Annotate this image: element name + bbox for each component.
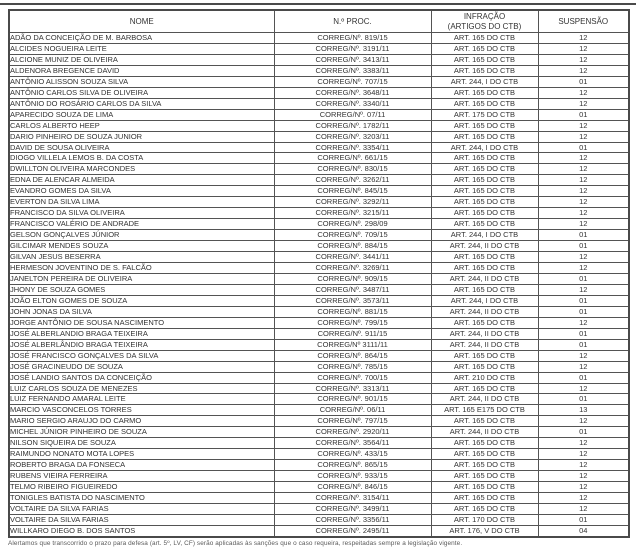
table-row (9, 295, 629, 306)
table-row (9, 164, 629, 175)
cell-infracao: ART. 165 DO CTB (431, 284, 538, 295)
table-row (9, 416, 629, 427)
cell-nome: RUBENS VIEIRA FERREIRA (9, 471, 274, 482)
cell-infracao: ART. 244, II DO CTB (431, 241, 538, 252)
cell-proc: CORREG/Nº. 3648/11 (274, 87, 431, 98)
cell-nome: ROBERTO BRAGA DA FONSECA (9, 460, 274, 471)
table-row (9, 438, 629, 449)
cell-nome: EVERTON DA SILVA LIMA (9, 197, 274, 208)
cell-proc: CORREG/Nº. 819/15 (274, 33, 431, 44)
cell-infracao: ART. 165 DO CTB (431, 33, 538, 44)
table-row (9, 186, 629, 197)
cell-proc: CORREG/Nº. 3413/11 (274, 54, 431, 65)
cell-infracao: ART. 165 DO CTB (431, 471, 538, 482)
cell-infracao: ART. 244, I DO CTB (431, 76, 538, 87)
cell-infracao: ART. 210 DO CTB (431, 372, 538, 383)
cell-suspensao: 12 (538, 263, 629, 274)
cell-infracao: ART. 165 DO CTB (431, 197, 538, 208)
cell-infracao: ART. 244, II DO CTB (431, 427, 538, 438)
cell-infracao: ART. 165 DO CTB (431, 460, 538, 471)
cell-nome: JANELTON PEREIRA DE OLIVEIRA (9, 273, 274, 284)
cell-proc: CORREG/Nº. 881/15 (274, 306, 431, 317)
cell-nome: JOSÉ ALBERLANDIO BRAGA TEIXEIRA (9, 328, 274, 339)
cell-infracao: ART. 165 DO CTB (431, 175, 538, 186)
cell-suspensao: 12 (538, 317, 629, 328)
cell-proc: CORREG/Nº. 884/15 (274, 241, 431, 252)
cell-proc: CORREG/Nº. 1782/11 (274, 120, 431, 131)
cell-nome: JOÃO ELTON GOMES DE SOUZA (9, 295, 274, 306)
cell-proc: CORREG/Nº. 700/15 (274, 372, 431, 383)
cell-infracao: ART. 165 DO CTB (431, 482, 538, 493)
cell-proc: CORREG/Nº. 3573/11 (274, 295, 431, 306)
cell-suspensao: 12 (538, 54, 629, 65)
cell-proc: CORREG/Nº. 3313/11 (274, 383, 431, 394)
cell-infracao: ART. 165 DO CTB (431, 503, 538, 514)
table-row (9, 361, 629, 372)
cell-proc: CORREG/Nº. 785/15 (274, 361, 431, 372)
cell-suspensao: 01 (538, 372, 629, 383)
cell-suspensao: 12 (538, 493, 629, 504)
table-row (9, 65, 629, 76)
cell-proc: CORREG/Nº. 3340/11 (274, 98, 431, 109)
table-row (9, 284, 629, 295)
cell-suspensao: 01 (538, 273, 629, 284)
cell-suspensao: 01 (538, 109, 629, 120)
cell-infracao: ART. 244, II DO CTB (431, 394, 538, 405)
table-row (9, 383, 629, 394)
table-row (9, 460, 629, 471)
cell-proc: CORREG/Nº. 3215/11 (274, 208, 431, 219)
cell-proc: CORREG/Nº. 07/11 (274, 109, 431, 120)
cell-nome: EDNA DE ALENCAR ALMEIDA (9, 175, 274, 186)
cell-nome: ADÃO DA CONCEIÇÃO DE M. BARBOSA (9, 33, 274, 44)
column-header-proc: N.º PROC. (274, 10, 431, 33)
table-row (9, 525, 629, 536)
footnote-text: Alertamos que transcorrido o prazo para defesa (art. 5º, LV, CF) serão aplicadas às sanções que o caso requeira, respeitadas sempre a legislação vigente. (8, 540, 463, 547)
cell-nome: DIOGO VILLELA LEMOS B. DA COSTA (9, 153, 274, 164)
table-row (9, 109, 629, 120)
cell-suspensao: 12 (538, 65, 629, 76)
cell-nome: DAVID DE SOUSA OLIVEIRA (9, 142, 274, 153)
cell-nome: TELMO RIBEIRO FIGUEIREDO (9, 482, 274, 493)
cell-suspensao: 01 (538, 142, 629, 153)
table-row (9, 219, 629, 230)
cell-proc: CORREG/Nº. 3441/11 (274, 252, 431, 263)
cell-proc: CORREG/Nº. 799/15 (274, 317, 431, 328)
cell-suspensao: 04 (538, 525, 629, 536)
cell-nome: VOLTAIRE DA SILVA FARIAS (9, 503, 274, 514)
cell-nome: RAIMUNDO NONATO MOTA LOPES (9, 449, 274, 460)
cell-suspensao: 12 (538, 219, 629, 230)
cell-infracao: ART. 165 DO CTB (431, 416, 538, 427)
cell-nome: MICHEL JÚNIOR PINHEIRO DE SOUZA (9, 427, 274, 438)
cell-infracao: ART. 244, II DO CTB (431, 328, 538, 339)
cell-proc: CORREG/Nº. 865/15 (274, 460, 431, 471)
cell-suspensao: 12 (538, 186, 629, 197)
cell-nome: GILCIMAR MENDES SOUZA (9, 241, 274, 252)
cell-suspensao: 12 (538, 164, 629, 175)
cell-suspensao: 01 (538, 295, 629, 306)
cell-infracao: ART. 165 DO CTB (431, 350, 538, 361)
cell-nome: ALCIONE MUNIZ DE OLIVEIRA (9, 54, 274, 65)
cell-suspensao: 12 (538, 383, 629, 394)
sanctions-table (8, 9, 630, 538)
cell-nome: JOSÉ FRANCISCO GONÇALVES DA SILVA (9, 350, 274, 361)
table-row (9, 208, 629, 219)
table-row (9, 175, 629, 186)
table-row (9, 120, 629, 131)
cell-infracao: ART. 165 E175 DO CTB (431, 405, 538, 416)
cell-suspensao: 12 (538, 416, 629, 427)
cell-proc: CORREG/Nº. 709/15 (274, 230, 431, 241)
cell-proc: CORREG/Nº. 797/15 (274, 416, 431, 427)
table-row (9, 54, 629, 65)
cell-suspensao: 01 (538, 328, 629, 339)
table-row (9, 252, 629, 263)
cell-proc: CORREG/Nº. 3354/11 (274, 142, 431, 153)
cell-proc: CORREG/Nº. 433/15 (274, 449, 431, 460)
cell-suspensao: 12 (538, 350, 629, 361)
table-row (9, 76, 629, 87)
cell-proc: CORREG/Nº. 3564/11 (274, 438, 431, 449)
cell-suspensao: 01 (538, 306, 629, 317)
cell-proc: CORREG/Nº. 707/15 (274, 76, 431, 87)
cell-nome: FRANCISCO VALÉRIO DE ANDRADE (9, 219, 274, 230)
cell-nome: ALCIDES NOGUEIRA LEITE (9, 43, 274, 54)
table-row (9, 273, 629, 284)
cell-proc: CORREG/Nº. 3154/11 (274, 493, 431, 504)
table-row (9, 241, 629, 252)
cell-nome: JORGE ANTÔNIO DE SOUSA NASCIMENTO (9, 317, 274, 328)
table-row (9, 197, 629, 208)
cell-nome: FRANCISCO DA SILVA OLIVEIRA (9, 208, 274, 219)
cell-infracao: ART. 165 DO CTB (431, 131, 538, 142)
table-row (9, 471, 629, 482)
cell-suspensao: 12 (538, 284, 629, 295)
cell-infracao: ART. 244, II DO CTB (431, 306, 538, 317)
cell-infracao: ART. 165 DO CTB (431, 98, 538, 109)
cell-infracao: ART. 165 DO CTB (431, 383, 538, 394)
table-header-row (9, 10, 629, 33)
cell-proc: CORREG/Nº. 864/15 (274, 350, 431, 361)
cell-suspensao: 12 (538, 503, 629, 514)
cell-proc: CORREG/Nº. 3203/11 (274, 131, 431, 142)
cell-proc: CORREG/Nº. 2495/11 (274, 525, 431, 536)
cell-proc: CORREG/Nº. 2920/11 (274, 427, 431, 438)
cell-suspensao: 12 (538, 252, 629, 263)
cell-infracao: ART. 176, V DO CTB (431, 525, 538, 536)
table-row (9, 153, 629, 164)
cell-nome: HERMESON JOVENTINO DE S. FALCÃO (9, 263, 274, 274)
table-row (9, 33, 629, 44)
cell-nome: CARLOS ALBERTO HEEP (9, 120, 274, 131)
cell-proc: CORREG/Nº. 933/15 (274, 471, 431, 482)
cell-infracao: ART. 165 DO CTB (431, 263, 538, 274)
cell-nome: JHONY DE SOUZA GOMES (9, 284, 274, 295)
cell-suspensao: 12 (538, 87, 629, 98)
table-row (9, 350, 629, 361)
cell-infracao: ART. 165 DO CTB (431, 493, 538, 504)
cell-infracao: ART. 165 DO CTB (431, 208, 538, 219)
table-row (9, 514, 629, 525)
page-top-rule (0, 3, 636, 5)
cell-infracao: ART. 170 DO CTB (431, 514, 538, 525)
cell-infracao: ART. 165 DO CTB (431, 361, 538, 372)
column-header-suspensao: SUSPENSÃO (538, 10, 629, 33)
cell-infracao: ART. 165 DO CTB (431, 65, 538, 76)
cell-nome: GELSON GONÇALVES JÚNIOR (9, 230, 274, 241)
table-row (9, 230, 629, 241)
table-row (9, 98, 629, 109)
cell-nome: LUIZ CARLOS SOUZA DE MENEZES (9, 383, 274, 394)
cell-proc: CORREG/Nº. 3262/11 (274, 175, 431, 186)
cell-infracao: ART. 244, II DO CTB (431, 339, 538, 350)
cell-suspensao: 12 (538, 471, 629, 482)
cell-nome: VOLTAIRE DA SILVA FARIAS (9, 514, 274, 525)
cell-nome: JOSÉ LANDIO SANTOS DA CONCEIÇÃO (9, 372, 274, 383)
table-row (9, 131, 629, 142)
cell-proc: CORREG/Nº. 3191/11 (274, 43, 431, 54)
cell-suspensao: 01 (538, 514, 629, 525)
cell-nome: MARCIO VASCONCELOS TORRES (9, 405, 274, 416)
cell-nome: TONIGLES BATISTA DO NASCIMENTO (9, 493, 274, 504)
table-row (9, 449, 629, 460)
table-row (9, 328, 629, 339)
cell-suspensao: 13 (538, 405, 629, 416)
cell-suspensao: 12 (538, 120, 629, 131)
cell-suspensao: 01 (538, 76, 629, 87)
cell-infracao: ART. 244, I DO CTB (431, 142, 538, 153)
cell-infracao: ART. 165 DO CTB (431, 43, 538, 54)
cell-suspensao: 12 (538, 449, 629, 460)
table-row (9, 142, 629, 153)
cell-infracao: ART. 244, I DO CTB (431, 295, 538, 306)
cell-suspensao: 12 (538, 460, 629, 471)
cell-nome: DARIO PINHEIRO DE SOUZA JUNIOR (9, 131, 274, 142)
table-row (9, 482, 629, 493)
cell-infracao: ART. 165 DO CTB (431, 164, 538, 175)
cell-suspensao: 01 (538, 230, 629, 241)
cell-infracao: ART. 165 DO CTB (431, 186, 538, 197)
cell-infracao: ART. 165 DO CTB (431, 449, 538, 460)
column-header-infracao-line2: (ARTIGOS DO CTB) (447, 21, 522, 31)
cell-proc: CORREG/Nº. 661/15 (274, 153, 431, 164)
cell-proc: CORREG/Nº. 3292/11 (274, 197, 431, 208)
table-row (9, 263, 629, 274)
cell-suspensao: 01 (538, 241, 629, 252)
cell-proc: CORREG/Nº. 298/09 (274, 219, 431, 230)
cell-suspensao: 12 (538, 98, 629, 109)
cell-infracao: ART. 165 DO CTB (431, 120, 538, 131)
cell-suspensao: 12 (538, 482, 629, 493)
table-row (9, 43, 629, 54)
cell-proc: CORREG/Nº. 3499/11 (274, 503, 431, 514)
cell-nome: LUIZ FERNANDO AMARAL LEITE (9, 394, 274, 405)
cell-infracao: ART. 165 DO CTB (431, 438, 538, 449)
cell-proc: CORREG/Nº. 911/15 (274, 328, 431, 339)
cell-proc: CORREG/Nº. 3487/11 (274, 284, 431, 295)
cell-nome: EVANDRO GOMES DA SILVA (9, 186, 274, 197)
cell-suspensao: 12 (538, 153, 629, 164)
cell-proc: CORREG/Nº. 901/15 (274, 394, 431, 405)
cell-proc: CORREG/Nº. 3383/11 (274, 65, 431, 76)
cell-infracao: ART. 165 DO CTB (431, 87, 538, 98)
column-header-infracao-line1: INFRAÇÃO (463, 12, 506, 22)
cell-infracao: ART. 165 DO CTB (431, 252, 538, 263)
cell-nome: MARIO SERGIO ARAUJO DO CARMO (9, 416, 274, 427)
cell-nome: JOHN JONAS DA SILVA (9, 306, 274, 317)
cell-nome: GILVAN JESUS BESERRA (9, 252, 274, 263)
cell-proc: CORREG/Nº 3111/11 (274, 339, 431, 350)
cell-proc: CORREG/Nº. 845/15 (274, 186, 431, 197)
cell-nome: ANTÔNIO DO ROSÁRIO CARLOS DA SILVA (9, 98, 274, 109)
table-row (9, 87, 629, 98)
cell-nome: ALDENORA BREGENCE DAVID (9, 65, 274, 76)
cell-nome: JOSÉ GRACINEUDO DE SOUZA (9, 361, 274, 372)
column-header-nome: NOME (9, 10, 274, 33)
table-row (9, 317, 629, 328)
cell-nome: APARECIDO SOUZA DE LIMA (9, 109, 274, 120)
cell-suspensao: 12 (538, 43, 629, 54)
table-row (9, 493, 629, 504)
cell-suspensao: 12 (538, 131, 629, 142)
cell-proc: CORREG/Nº. 830/15 (274, 164, 431, 175)
cell-infracao: ART. 175 DO CTB (431, 109, 538, 120)
cell-nome: ANTÔNIO CARLOS SILVA DE OLIVEIRA (9, 87, 274, 98)
cell-suspensao: 12 (538, 208, 629, 219)
cell-proc: CORREG/Nº. 3356/11 (274, 514, 431, 525)
cell-suspensao: 12 (538, 197, 629, 208)
table-body (9, 33, 629, 537)
cell-infracao: ART. 165 DO CTB (431, 54, 538, 65)
cell-proc: CORREG/Nº. 3269/11 (274, 263, 431, 274)
cell-nome: ANTÔNIO ALISSON SOUZA SILVA (9, 76, 274, 87)
cell-suspensao: 12 (538, 33, 629, 44)
cell-suspensao: 12 (538, 438, 629, 449)
cell-suspensao: 12 (538, 361, 629, 372)
cell-infracao: ART. 165 DO CTB (431, 153, 538, 164)
cell-proc: CORREG/Nº. 846/15 (274, 482, 431, 493)
table-row (9, 372, 629, 383)
table-row (9, 405, 629, 416)
cell-infracao: ART. 244, I DO CTB (431, 230, 538, 241)
cell-suspensao: 12 (538, 175, 629, 186)
table-row (9, 427, 629, 438)
cell-suspensao: 01 (538, 427, 629, 438)
cell-suspensao: 01 (538, 394, 629, 405)
cell-proc: CORREG/Nº. 909/15 (274, 273, 431, 284)
cell-suspensao: 01 (538, 339, 629, 350)
table-row (9, 503, 629, 514)
table-row (9, 306, 629, 317)
cell-nome: DWILLTON OLIVEIRA MARCONDES (9, 164, 274, 175)
cell-infracao: ART. 244, II DO CTB (431, 273, 538, 284)
cell-nome: JOSÉ ALBERLÂNDIO BRAGA TEIXEIRA (9, 339, 274, 350)
table-row (9, 339, 629, 350)
cell-proc: CORREG/Nº. 06/11 (274, 405, 431, 416)
column-header-infracao (431, 10, 538, 33)
cell-infracao: ART. 165 DO CTB (431, 317, 538, 328)
cell-infracao: ART. 165 DO CTB (431, 219, 538, 230)
table-row (9, 394, 629, 405)
cell-nome: WILLKARO DIEGO B. DOS SANTOS (9, 525, 274, 536)
cell-nome: NILSON SIQUEIRA DE SOUZA (9, 438, 274, 449)
